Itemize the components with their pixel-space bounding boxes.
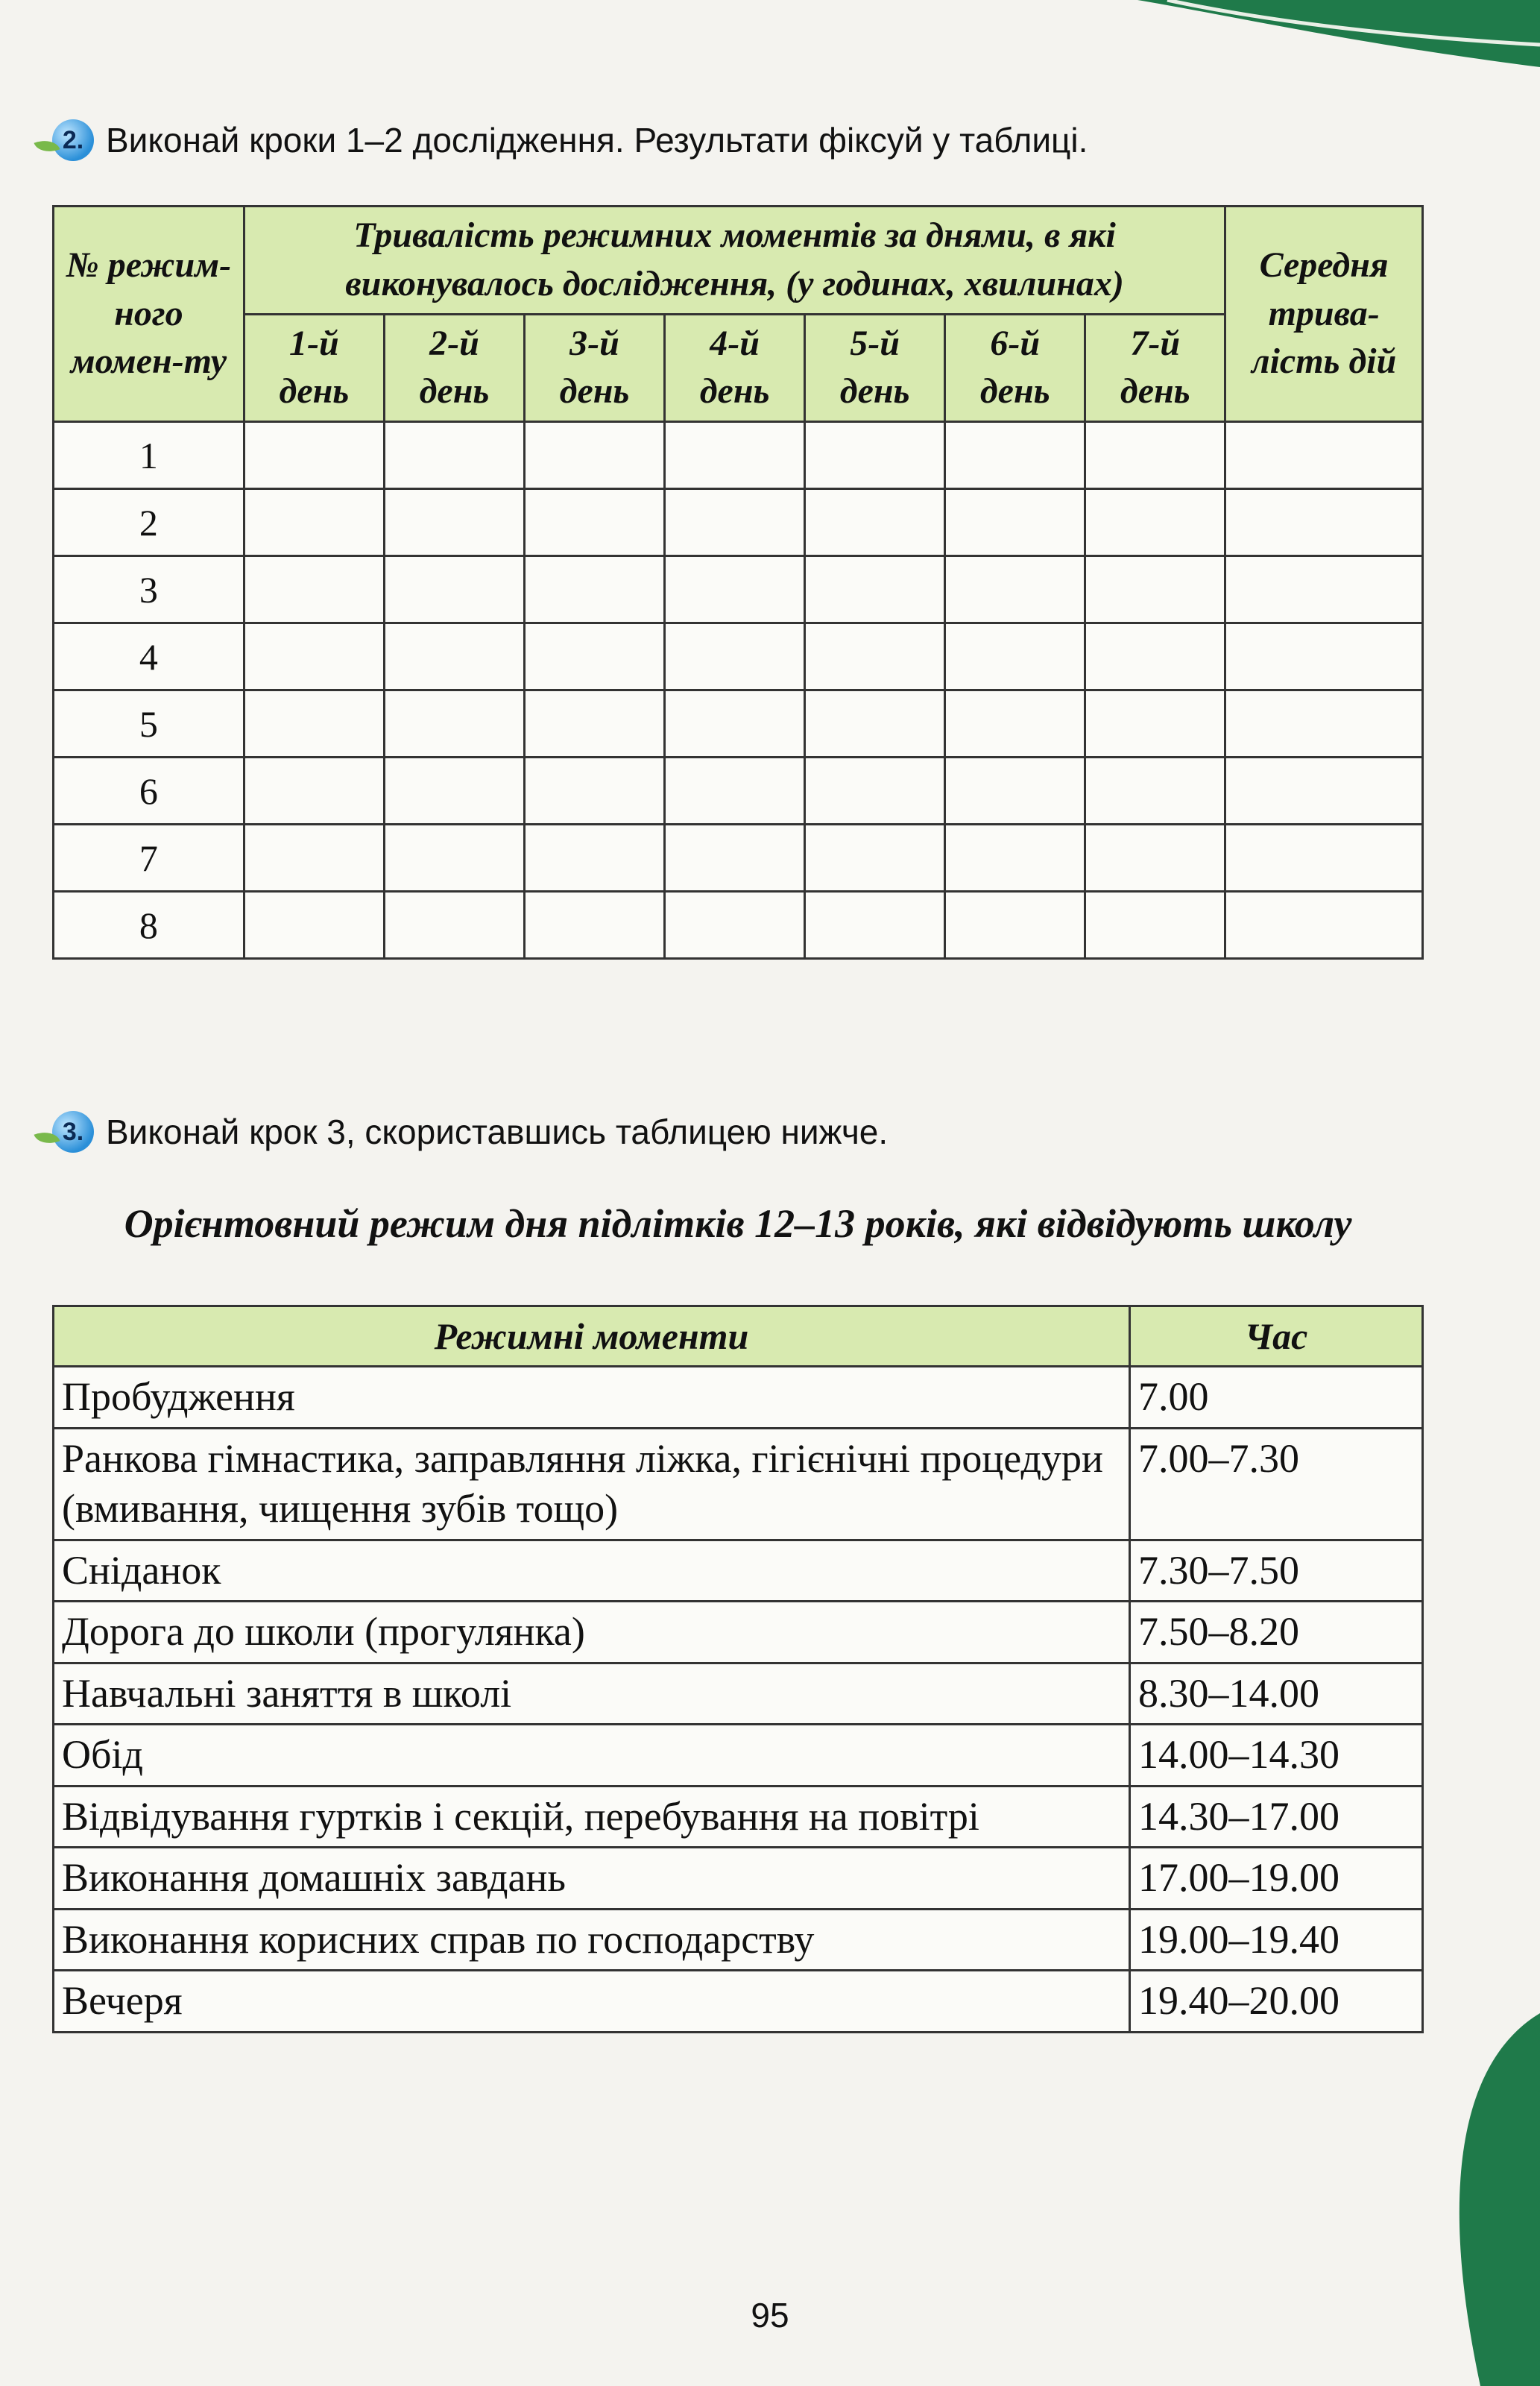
empty-cell[interactable]	[805, 422, 945, 489]
col-number-header: № режим-ного момен-ту	[54, 207, 244, 422]
row-number: 8	[54, 892, 244, 959]
time-cell: 7.50–8.20	[1130, 1602, 1423, 1663]
empty-cell[interactable]	[1085, 892, 1225, 959]
table-row	[54, 489, 1423, 556]
table-row	[54, 1540, 1423, 1602]
table-row	[54, 1428, 1423, 1540]
table-row	[54, 556, 1423, 623]
task-2-text: Виконай кроки 1–2 дослідження. Результати фіксуй у таблиці.	[106, 121, 1088, 160]
empty-cell[interactable]	[1085, 825, 1225, 892]
table-row	[54, 1663, 1423, 1725]
time-cell: 19.00–19.40	[1130, 1909, 1423, 1971]
decorative-leaf-top	[1137, 0, 1540, 82]
day-header: 6-й день	[945, 314, 1085, 422]
empty-cell[interactable]	[244, 892, 384, 959]
empty-cell[interactable]	[805, 690, 945, 758]
empty-cell[interactable]	[384, 623, 524, 690]
empty-cell[interactable]	[1085, 489, 1225, 556]
day-header: 4-й день	[665, 314, 805, 422]
empty-cell[interactable]	[244, 690, 384, 758]
task-3-header	[52, 1111, 888, 1153]
day-header: 5-й день	[805, 314, 945, 422]
task-2-header	[52, 119, 1088, 161]
table-row	[54, 1725, 1423, 1787]
activity-cell: Ранкова гімнастика, заправляння ліжка, гігієнічні процедури (вмивання, чищення зубів тощо)	[54, 1428, 1130, 1540]
table-row	[54, 690, 1423, 758]
time-cell: 7.00–7.30	[1130, 1428, 1423, 1540]
day-header: 3-й день	[524, 314, 664, 422]
activity-cell: Обід	[54, 1725, 1130, 1787]
empty-cell[interactable]	[384, 556, 524, 623]
empty-cell[interactable]	[244, 556, 384, 623]
empty-cell[interactable]	[384, 690, 524, 758]
decorative-leaf-right	[1436, 2013, 1540, 2386]
empty-cell[interactable]	[384, 422, 524, 489]
row-number: 2	[54, 489, 244, 556]
empty-cell[interactable]	[384, 758, 524, 825]
row-number: 3	[54, 556, 244, 623]
row-number: 7	[54, 825, 244, 892]
activity-cell: Дорога до школи (прогулянка)	[54, 1602, 1130, 1663]
activity-cell: Пробудження	[54, 1367, 1130, 1429]
empty-cell[interactable]	[665, 422, 805, 489]
table-row	[54, 1602, 1423, 1663]
empty-cell[interactable]	[524, 422, 664, 489]
time-cell: 17.00–19.00	[1130, 1848, 1423, 1910]
empty-cell[interactable]	[244, 758, 384, 825]
empty-cell[interactable]	[665, 623, 805, 690]
col-activity-header: Режимні моменти	[54, 1306, 1130, 1367]
empty-cell[interactable]	[945, 825, 1085, 892]
task-3-text: Виконай крок 3, скориставшись таблицею нижче.	[106, 1112, 889, 1151]
empty-cell[interactable]	[805, 489, 945, 556]
empty-cell[interactable]	[244, 422, 384, 489]
empty-cell[interactable]	[945, 422, 1085, 489]
schedule-title: Орієнтовний режим дня підлітків 12–13 років, які відвідують школу	[124, 1201, 1352, 1246]
schedule-table	[52, 1305, 1424, 2033]
empty-cell[interactable]	[665, 758, 805, 825]
empty-cell[interactable]	[384, 825, 524, 892]
empty-cell[interactable]	[805, 758, 945, 825]
empty-cell[interactable]	[524, 758, 664, 825]
empty-cell[interactable]	[805, 825, 945, 892]
empty-cell[interactable]	[384, 892, 524, 959]
activity-cell: Навчальні заняття в школі	[54, 1663, 1130, 1725]
page-number: 95	[751, 2296, 789, 2335]
task-number-badge: 2.	[52, 119, 94, 161]
time-cell: 14.30–17.00	[1130, 1786, 1423, 1848]
table-row	[54, 892, 1423, 959]
time-cell: 14.00–14.30	[1130, 1725, 1423, 1787]
row-number: 6	[54, 758, 244, 825]
empty-cell[interactable]	[665, 690, 805, 758]
empty-cell[interactable]	[384, 489, 524, 556]
empty-cell[interactable]	[1225, 892, 1423, 959]
empty-cell[interactable]	[524, 825, 664, 892]
col-time-header: Час	[1130, 1306, 1423, 1367]
empty-cell[interactable]	[1225, 690, 1423, 758]
table-row	[54, 1909, 1423, 1971]
row-number: 1	[54, 422, 244, 489]
empty-cell[interactable]	[945, 758, 1085, 825]
empty-cell[interactable]	[1225, 623, 1423, 690]
empty-cell[interactable]	[524, 556, 664, 623]
activity-cell: Виконання корисних справ по господарству	[54, 1909, 1130, 1971]
table-row	[54, 1367, 1423, 1429]
empty-cell[interactable]	[805, 556, 945, 623]
empty-cell[interactable]	[1085, 758, 1225, 825]
empty-cell[interactable]	[665, 892, 805, 959]
empty-cell[interactable]	[665, 556, 805, 623]
empty-cell[interactable]	[665, 489, 805, 556]
empty-cell[interactable]	[524, 690, 664, 758]
empty-cell[interactable]	[1225, 556, 1423, 623]
row-number: 5	[54, 690, 244, 758]
day-header: 7-й день	[1085, 314, 1225, 422]
research-table	[52, 205, 1424, 960]
time-cell: 7.30–7.50	[1130, 1540, 1423, 1602]
day-header: 1-й день	[244, 314, 384, 422]
empty-cell[interactable]	[1085, 690, 1225, 758]
empty-cell[interactable]	[244, 489, 384, 556]
empty-cell[interactable]	[1225, 758, 1423, 825]
time-cell: 7.00	[1130, 1367, 1423, 1429]
col-average-header: Середня трива-лість дій	[1225, 207, 1423, 422]
activity-cell: Сніданок	[54, 1540, 1130, 1602]
empty-cell[interactable]	[1225, 825, 1423, 892]
empty-cell[interactable]	[805, 623, 945, 690]
table-row	[54, 422, 1423, 489]
empty-cell[interactable]	[945, 489, 1085, 556]
time-cell: 19.40–20.00	[1130, 1971, 1423, 2033]
empty-cell[interactable]	[1225, 422, 1423, 489]
empty-cell[interactable]	[1085, 556, 1225, 623]
table-row	[54, 1786, 1423, 1848]
empty-cell[interactable]	[524, 489, 664, 556]
table-row	[54, 1848, 1423, 1910]
table-row	[54, 758, 1423, 825]
empty-cell[interactable]	[1225, 489, 1423, 556]
time-cell: 8.30–14.00	[1130, 1663, 1423, 1725]
col-duration-header: Тривалість режимних моментів за днями, в які виконувалось дослідження, (у годинах, хвилинах)	[244, 207, 1225, 315]
empty-cell[interactable]	[945, 556, 1085, 623]
empty-cell[interactable]	[805, 892, 945, 959]
empty-cell[interactable]	[524, 623, 664, 690]
empty-cell[interactable]	[945, 690, 1085, 758]
day-header: 2-й день	[384, 314, 524, 422]
table-row	[54, 825, 1423, 892]
empty-cell[interactable]	[665, 825, 805, 892]
empty-cell[interactable]	[945, 623, 1085, 690]
activity-cell: Виконання домашніх завдань	[54, 1848, 1130, 1910]
activity-cell: Вечеря	[54, 1971, 1130, 2033]
empty-cell[interactable]	[1085, 422, 1225, 489]
empty-cell[interactable]	[945, 892, 1085, 959]
empty-cell[interactable]	[244, 825, 384, 892]
activity-cell: Відвідування гуртків і секцій, перебування на повітрі	[54, 1786, 1130, 1848]
table-row	[54, 1971, 1423, 2033]
table-row	[54, 623, 1423, 690]
empty-cell[interactable]	[244, 623, 384, 690]
empty-cell[interactable]	[1085, 623, 1225, 690]
empty-cell[interactable]	[524, 892, 664, 959]
row-number: 4	[54, 623, 244, 690]
task-number-badge: 3.	[52, 1111, 94, 1153]
